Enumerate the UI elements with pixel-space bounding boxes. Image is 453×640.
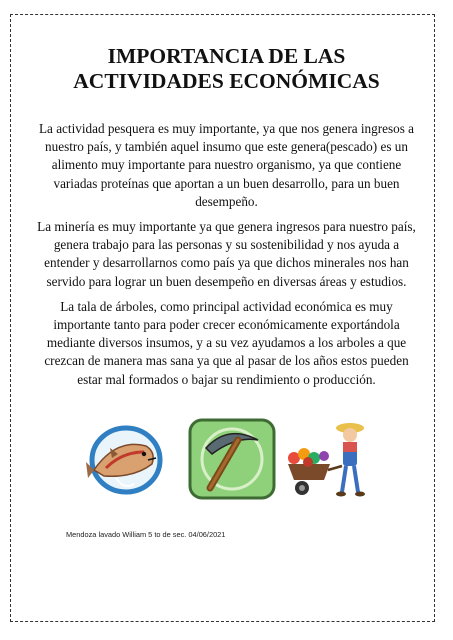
paragraph-mining: La minería es muy importante ya que genera ingresos para nuestro país, genera trabajo para las personas y su sostenibilidad y nos ayuda a entender y desarrollarnos como país ya que dichos minerales nos han servido para lograr un buen desempeño en diversas áreas y estudios. [37,219,416,289]
body-text [32,120,421,396]
title-line-2: ACTIVIDADES ECONÓMICAS [73,69,380,93]
paragraph-logging: La tala de árboles, como principal actividad económica es muy importante tanto para poder crecer económicamente exportándola mediante diversos insumos, y a su vez ayudamos a los arboles a que crezcan de manera mas sana ya que al pasar de los años estos pueden estar mal formados o bajar su rendimiento o producción. [44,298,409,387]
fish-icon [86,418,166,500]
footer-author-date: Mendoza lavado William 5 to de sec. 04/06/2021 [66,530,226,539]
farmer-wheelbarrow-icon [284,418,374,500]
title-line-1: IMPORTANCIA DE LAS [107,44,346,68]
paragraph-fishing: La actividad pesquera es muy importante, ya que nos genera ingresos a nuestro país, y también aquel insumo que este genera(pescado) es un alimento muy importante para nuestro organismo, ya que contiene variadas proteínas que aportan a un buen desarrollo, para un buen desempeño. [39,121,414,209]
pickaxe-icon [188,418,276,500]
page-title [30,44,423,94]
